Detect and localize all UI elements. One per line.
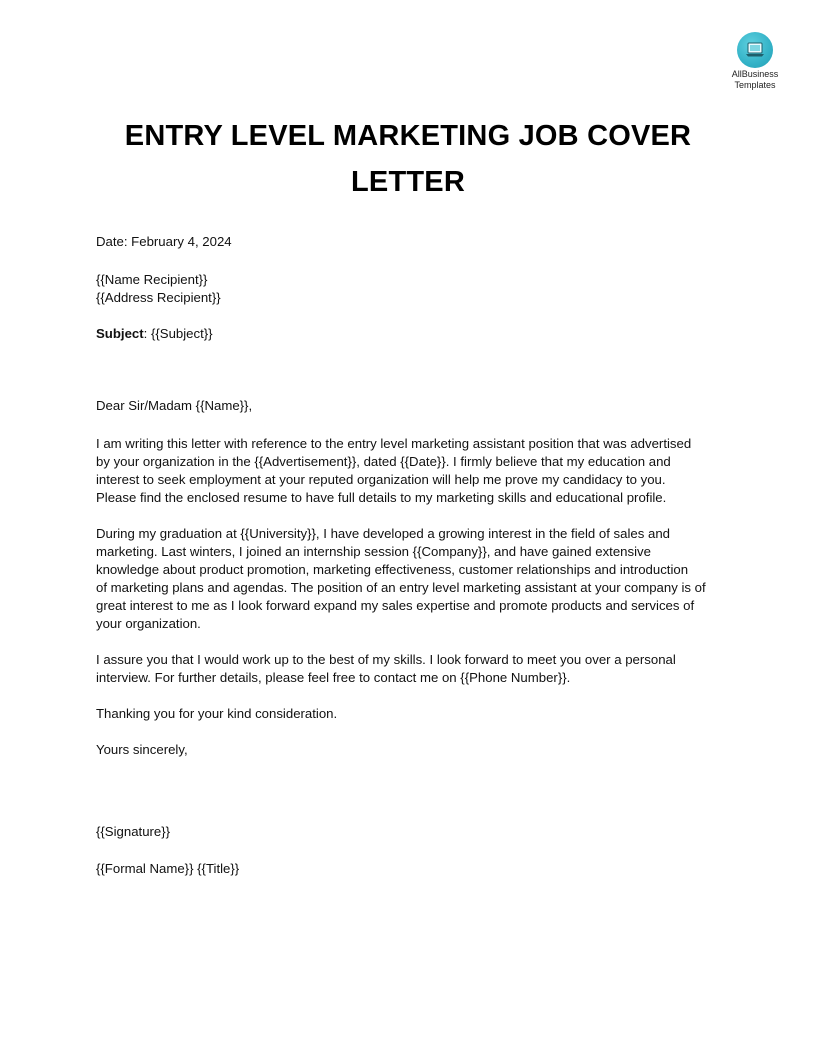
paragraph-line: your organization. (96, 616, 201, 631)
document-title (100, 113, 716, 205)
paragraph-line: During my graduation at {{University}}, I have developed a growing interest in the field of sales and (96, 526, 671, 541)
spacer (96, 415, 720, 435)
subject-label: Subject (96, 326, 144, 341)
paragraph-2 (96, 525, 720, 633)
spacer (96, 343, 720, 397)
paragraph-line: I am writing this letter with reference to the entry level marketing assistant position that was advertised (96, 436, 692, 451)
title-line1: ENTRY LEVEL MARKETING JOB COVER (124, 120, 692, 152)
thanks-line: Thanking you for your kind consideration. (96, 706, 338, 721)
spacer (96, 251, 720, 271)
allbusiness-templates-logo (724, 32, 786, 90)
spacer (96, 633, 720, 651)
signature-placeholder: {{Signature}} (96, 824, 171, 839)
paragraph-line: great interest to me as I look forward expand my sales expertise and promote products and services of (96, 598, 695, 613)
paragraph-line: marketing. Last winters, I joined an internship session {{Company}}, and have gained extensive (96, 544, 651, 559)
salutation: Dear Sir/Madam {{Name}}, (96, 398, 253, 413)
paragraph-3 (96, 651, 720, 687)
logo-text-line2: Templates (734, 80, 776, 90)
spacer (96, 687, 720, 705)
subject-line (96, 325, 720, 343)
formal-name-title: {{Formal Name}} {{Title}} (96, 861, 240, 876)
letter-body (96, 233, 720, 878)
spacer (96, 723, 720, 741)
title-line2: LETTER (351, 166, 465, 198)
paragraph-line: I assure you that I would work up to the best of my skills. I look forward to meet you over a personal (96, 652, 676, 667)
paragraph-line: interest to seek employment at your reputed organization will help me prove my candidacy to you. (96, 472, 666, 487)
spacer (96, 841, 720, 860)
paragraph-line: by your organization in the {{Advertisement}}, dated {{Date}}. I firmly believe that my education and (96, 454, 671, 469)
letter-date: Date: February 4, 2024 (96, 234, 232, 249)
spacer (96, 307, 720, 325)
paragraph-1 (96, 435, 720, 507)
paragraph-line: knowledge about product promotion, marketing effectiveness, customer relationships and introduction (96, 562, 689, 577)
recipient-name: {{Name Recipient}} (96, 272, 208, 287)
subject-value: : {{Subject}} (143, 326, 213, 341)
spacer (96, 507, 720, 525)
paragraph-line: Please find the enclosed resume to have full details to my marketing skills and educational profile. (96, 490, 667, 505)
closing-line: Yours sincerely, (96, 742, 188, 757)
recipient-address: {{Address Recipient}} (96, 290, 221, 305)
paragraph-line: of marketing plans and agendas. The position of an entry level marketing assistant at your company is of (96, 580, 706, 595)
logo-text-line1: AllBusiness (731, 69, 779, 79)
laptop-icon (737, 32, 773, 68)
spacer (96, 759, 720, 823)
paragraph-line: interview. For further details, please feel free to contact me on {{Phone Number}}. (96, 670, 571, 685)
